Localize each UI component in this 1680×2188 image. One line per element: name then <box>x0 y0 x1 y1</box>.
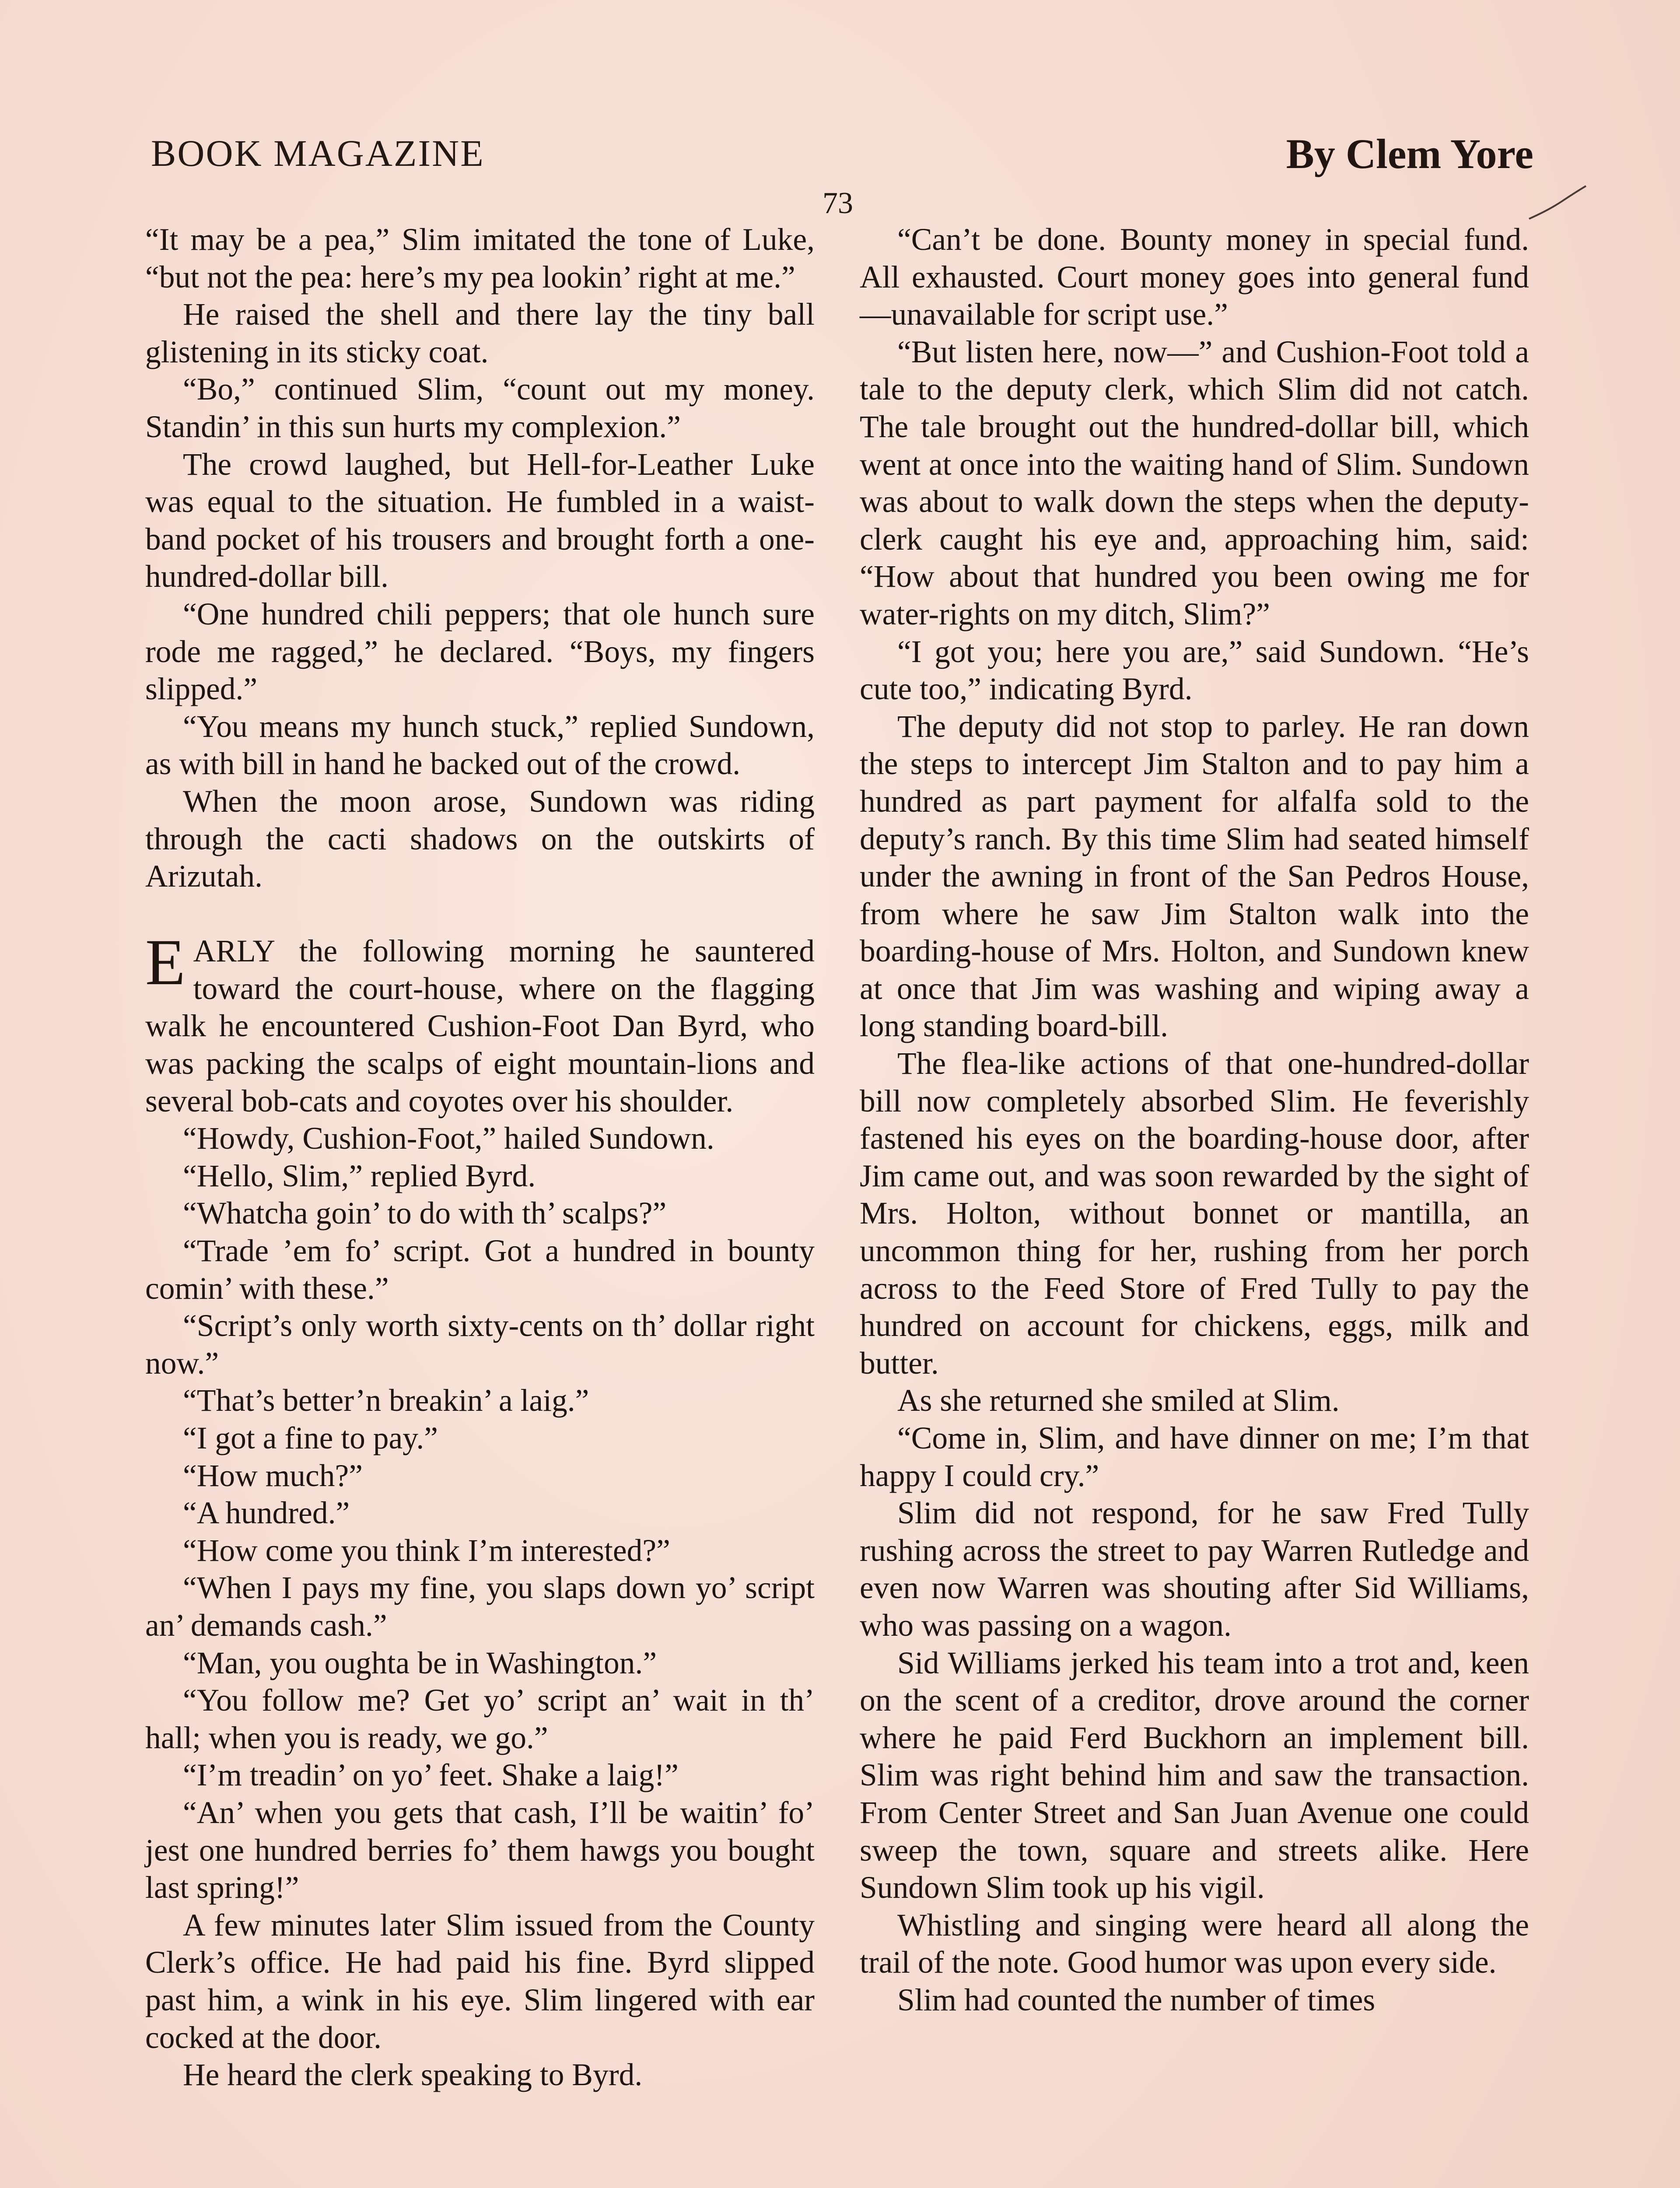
paragraph: Slim had counted the number of times <box>897 1982 1376 2017</box>
paragraph: “One hundred chili peppers; that ole hunch sure rode me ragged,” he declared. “Boys, my fingers slipped.” <box>145 596 815 707</box>
paragraph: “How much?” <box>183 1458 363 1493</box>
running-header-left: BOOK MAGAZINE <box>151 132 485 174</box>
paragraph: “I got a fine to pay.” <box>183 1421 438 1455</box>
paragraph: When the moon arose, Sundown was riding through the cacti shadows on the outskirts of Arizutah. <box>145 784 815 894</box>
paragraph: “When I pays my fine, you slaps down yo’ script an’ demands cash.” <box>145 1571 815 1643</box>
page-number: 73 <box>822 186 853 220</box>
paragraph: Sid Williams jerked his team into a trot and, keen on the scent of a creditor, drove around the corner where he paid Ferd Buckhorn an implement bill. Slim was right behind him and saw the transaction. From Center Street and San Juan Avenue one could sweep the town, square and streets alike. Here Sundown Slim took up his vigil. <box>860 1645 1529 1905</box>
paragraph: “Can’t be done. Bounty money in special fund. All exhausted. Court money goes into general fund—unavailable for script use.” <box>860 222 1529 332</box>
pencil-mark-icon <box>1527 184 1588 223</box>
paragraph: “But listen here, now—” and Cushion-Foot told a tale to the deputy clerk, which Slim did not catch. The tale brought out the hundred-dollar bill, which went at once into the waiting hand of Slim. Sundown was about to walk down the steps when the deputy-clerk caught his eye and, approaching him, said: “How about that hundred you been owing me for water-rights on my ditch, Slim?” <box>860 334 1529 631</box>
paragraph: “Whatcha goin’ to do with th’ scalps?” <box>183 1196 667 1231</box>
paragraph: The crowd laughed, but Hell-for-Leather Luke was equal to the situation. He fumbled in a waist-band pocket of his trousers and brought forth a one-hundred-dollar bill. <box>145 447 815 594</box>
paragraph: “Trade ’em fo’ script. Got a hundred in bounty comin’ with these.” <box>145 1234 815 1306</box>
paragraph: He heard the clerk speaking to Byrd. <box>183 2058 643 2093</box>
paragraph: “Come in, Slim, and have dinner on me; I’m that happy I could cry.” <box>860 1421 1529 1493</box>
paragraph: He raised the shell and there lay the tiny ball glistening in its sticky coat. <box>145 297 815 369</box>
right-column <box>860 221 1529 2019</box>
paragraph: “Man, you oughta be in Washington.” <box>183 1645 657 1680</box>
paragraph: “I got you; here you are,” said Sundown. “He’s cute too,” indicating Byrd. <box>860 634 1529 707</box>
section-opening-paragraph <box>145 926 815 1120</box>
paragraph: “You follow me? Get yo’ script an’ wait in th’ hall; when you is ready, we go.” <box>145 1683 815 1755</box>
paragraph: The deputy did not stop to parley. He ran down the steps to intercept Jim Stalton and to pay him a hundred as part payment for alfalfa sold to the deputy’s ranch. By this time Slim had seated himself under the awning in front of the San Pedros House, from where he saw Jim Stalton walk into the boarding-house of Mrs. Holton, and Sundown knew at once that Jim was washing and wiping away a long standing board-bill. <box>860 709 1529 1044</box>
paragraph: “A hundred.” <box>183 1496 350 1531</box>
paragraph: As she returned she smiled at Slim. <box>897 1383 1340 1418</box>
paragraph: “Bo,” continued Slim, “count out my money. Standin’ in this sun hurts my complexion.” <box>145 372 815 444</box>
paragraph: “Hello, Slim,” replied Byrd. <box>183 1158 536 1193</box>
paragraph: “Howdy, Cushion-Foot,” hailed Sundown. <box>183 1121 714 1156</box>
paragraph: “It may be a pea,” Slim imitated the tone of Luke, “but not the pea: here’s my pea lookin’ right at me.” <box>145 222 815 295</box>
author-byline: By Clem Yore <box>1286 130 1533 177</box>
paragraph: “An’ when you gets that cash, I’ll be waitin’ fo’ jest one hundred berries fo’ them hawgs you bought last spring!” <box>145 1795 815 1905</box>
section-opening-text: ARLY the following morning he sauntered toward the court-house, where on the flagging walk he encountered Cushion-Foot Dan Byrd, who was packing the scalps of eight mountain-lions and several bob-cats and coyotes over his shoulder. <box>145 934 815 1119</box>
paragraph: The flea-like actions of that one-hundred-dollar bill now completely absorbed Slim. He feverishly fastened his eyes on the boarding-house door, after Jim came out, and was soon rewarded by the sight of Mrs. Holton, without bonnet or mantilla, an uncommon thing for her, rushing from her porch across to the Feed Store of Fred Tully to pay the hundred on account for chickens, eggs, milk and butter. <box>860 1046 1529 1381</box>
paragraph: Whistling and singing were heard all along the trail of the note. Good humor was upon every side. <box>860 1907 1529 1980</box>
paragraph: Slim did not respond, for he saw Fred Tully rushing across the street to pay Warren Rutledge and even now Warren was shouting after Sid Williams, who was passing on a wagon. <box>860 1496 1529 1643</box>
paragraph: A few minutes later Slim issued from the County Clerk’s office. He had paid his fine. Byrd slipped past him, a wink in his eye. Slim lingered with ear cocked at the door. <box>145 1907 815 2055</box>
left-column <box>145 221 815 2094</box>
paragraph: “I’m treadin’ on yo’ feet. Shake a laig!” <box>183 1758 679 1793</box>
paragraph: “How come you think I’m interested?” <box>183 1533 670 1568</box>
paragraph: “You means my hunch stuck,” replied Sundown, as with bill in hand he backed out of the crowd. <box>145 709 815 782</box>
drop-cap: E <box>145 926 186 999</box>
paragraph: “That’s better’n breakin’ a laig.” <box>183 1383 589 1418</box>
paragraph: “Script’s only worth sixty-cents on th’ dollar right now.” <box>145 1308 815 1381</box>
